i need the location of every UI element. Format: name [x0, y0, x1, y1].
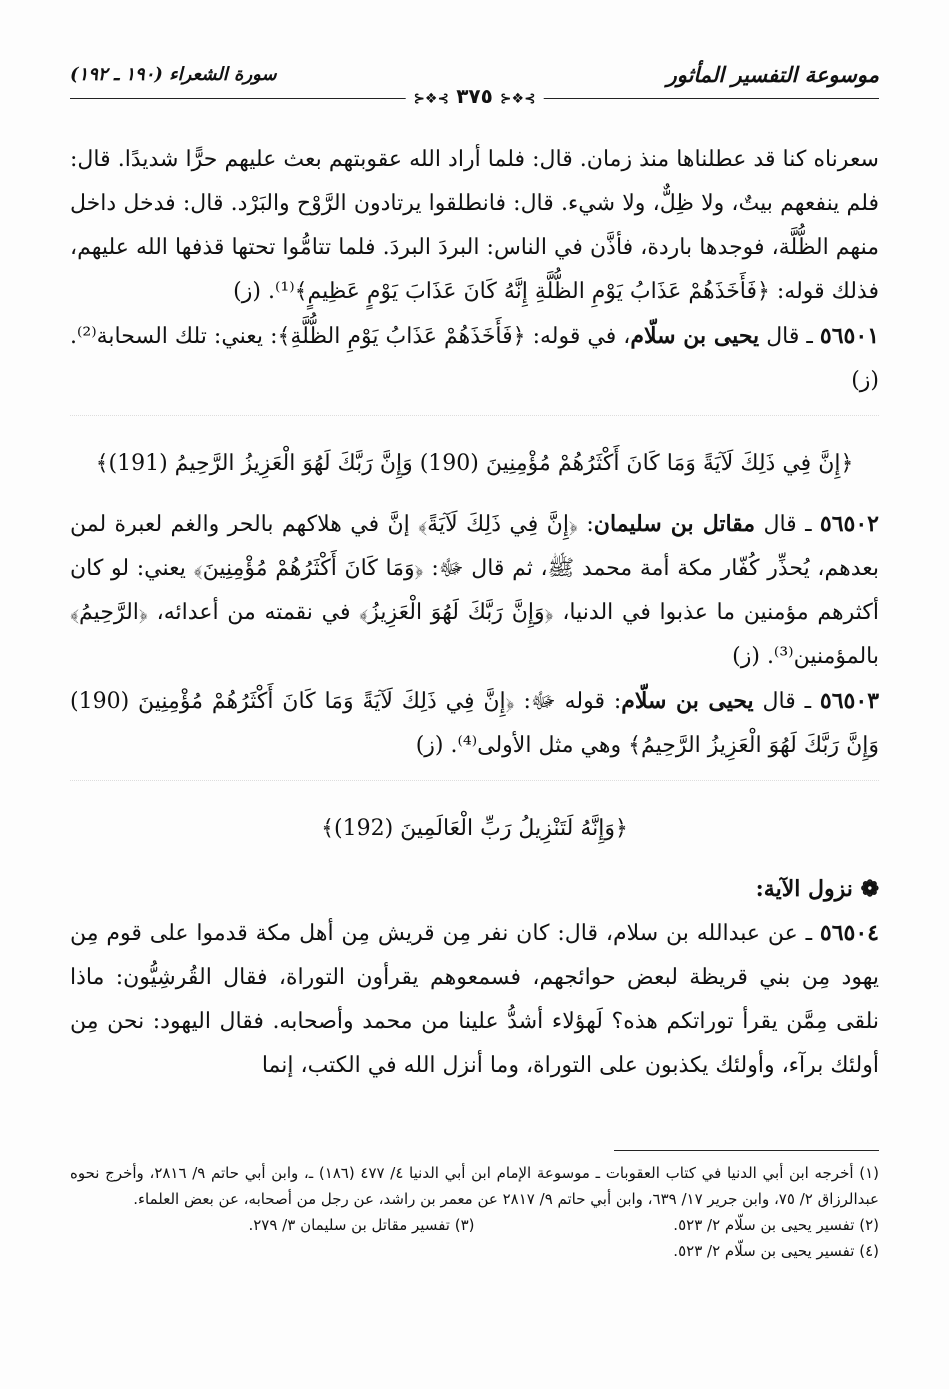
narrator-name: مقاتل بن سليمان — [593, 511, 756, 537]
surah-reference: سورة الشعراء (١٩٠ ـ ١٩٢) — [70, 64, 277, 85]
ayah-block: ﴿إِنَّ فِي ذَلِكَ لَآيَةً وَمَا كَانَ أَكْثَرُهُمْ مُؤْمِنِينَ (190) وَإِنَّ رَبَّكَ لَهُوَ الْعَزِيزُ الرَّحِيمُ (191)﴾ — [95, 451, 854, 476]
entry-number: ٥٦٥٠٣ — [819, 688, 880, 714]
colon: : — [613, 689, 622, 714]
page-number-block — [405, 84, 544, 108]
separator — [70, 415, 879, 426]
entry-56502 — [70, 502, 879, 679]
running-header — [70, 56, 879, 106]
entry-56504 — [70, 911, 879, 1088]
entry-body: ـ عن عبدالله بن سلام، قال: كان نفر مِن قريش مِن أهل مكة قدموا على قوم مِن يهود مِن بني قريظة لبعض حوائجهم، فسمعوهم يقرأون التوراة، فقال القُرشِيُّون: ماذا نلقى مِمَّن يقرأ توراتكم هذه؟ لَهؤلاء أشدُّ علينا من محمد وأصحابه. فقال اليهود: نحن مِن أولئك برآء، وأولئك يكذبون على التوراة، وما أنزل الله في الكتب، إنما — [70, 921, 879, 1078]
ornament-icon: ⊱❖⊰ — [499, 91, 536, 107]
section-heading: ❁ نزول الآية: — [755, 876, 879, 902]
book-title: موسوعة التفسير المأثور — [666, 62, 879, 87]
footnote-1: (١) أخرجه ابن أبي الدنيا في كتاب العقوبات ـ موسوعة الإمام ابن أبي الدنيا ٤/ ٤٧٧ (١٨٦) ـ، وابن أبي حاتم ٩/ ٢٨١٦، وأخرج نحوه عبدالرزاق ٢/ ٧٥، وابن جرير ١٧/ ٦٣٩، وابن أبي حاتم ٩/ ٢٨١٧ عن معمر بن راشد، عن رجل من أصحابه، عن بعض العلماء. — [70, 1164, 879, 1208]
entry-body: ﴿إِنَّ فِي ذَلِكَ لَآيَةً﴾ إنَّ في هلاكهم بالحر والغم لعبرة لمن بعدهم، يُحذِّر كُفّار مكة أمة محمد ﷺ، ثم قال ﷻ: ﴿وَمَا كَانَ أَكْثَرُهُمْ مُؤْمِنِينَ﴾ يعني: لو كان أكثرهم مؤمنين ما عذبوا في الدنيا، ﴿وَإِنَّ رَبَّكَ لَهُوَ الْعَزِيزُ﴾ في نقمته من أعدائه، ﴿الرَّحِيمُ﴾ بالمؤمنين⁽³⁾. (ز) — [70, 512, 880, 669]
ornament-icon: ⊱❖⊰ — [413, 91, 450, 107]
narrator-name: يحيى بن سلّام — [630, 323, 760, 349]
narrator-name: يحيى بن سلّام — [621, 688, 754, 714]
entry-body: ـ قال يحيى بن سلّام، في قوله: ﴿فَأَخَذَهُمْ عَذَابُ يَوْمِ الظُّلَّةِ﴾: يعني: تلك السحابة⁽²⁾. (ز) — [70, 323, 879, 393]
main-text — [70, 138, 879, 1088]
ayah-block: ﴿وَإِنَّهُ لَتَنْزِيلُ رَبِّ الْعَالَمِينَ (192)﴾ — [321, 816, 628, 841]
footnote-rule — [614, 1150, 879, 1151]
paragraph-continuation: سعرناه كنا قد عطلناها منذ زمان. قال: فلما أراد الله عقوبتهم بعث عليهم حرًّا شديدًا. قال: فلم ينفعهم بيتٌ، ولا ظِلٌّ، ولا شيء. قال: فانطلقوا يرتادون الرَّوْح والبَرْد. قال: فدخل داخل منهم الظُّلَّة، فوجدها باردة، فأذَّن في الناس: البردَ البردَ. فلما تتامُّوا تحتها قذفها الله عليهم، فذلك قوله: ﴿فَأَخَذَهُمْ عَذَابُ يَوْمِ الظُّلَّةِ إِنَّهُ كَانَ عَذَابَ يَوْمٍ عَظِيمٍ﴾⁽¹⁾. (ز) — [70, 147, 879, 304]
entry-56503 — [70, 679, 879, 768]
entry-56501 — [70, 314, 879, 403]
footnotes — [70, 1160, 879, 1264]
said-label: ـ قال — [763, 512, 812, 537]
footnote-3: (٣) تفسير مقاتل بن سليمان ٣/ ٢٧٩. — [248, 1216, 475, 1234]
page-number: ٣٧٥ — [456, 84, 493, 108]
page — [70, 0, 879, 1389]
separator — [70, 780, 879, 791]
footnote-2: (٢) تفسير يحيى بن سلّام ٢/ ٥٢٣. — [673, 1216, 879, 1234]
said-label: ـ قال — [762, 689, 812, 714]
entry-number: ٥٦٥٠٤ — [819, 920, 879, 946]
entry-body: قوله ﷻ: ﴿إِنَّ فِي ذَلِكَ لَآيَةً وَمَا كَانَ أَكْثَرُهُمْ مُؤْمِنِينَ (190) وَإِنَّ رَبَّكَ لَهُوَ الْعَزِيزُ الرَّحِيمُ﴾ وهي مثل الأولى⁽⁴⁾. (ز) — [70, 689, 879, 758]
footnote-4: (٤) تفسير يحيى بن سلّام ٢/ ٥٢٣. — [673, 1242, 879, 1260]
entry-number: ٥٦٥٠١ — [819, 323, 880, 349]
footnote-row — [70, 1212, 879, 1238]
colon: : — [586, 512, 594, 537]
entry-number: ٥٦٥٠٢ — [819, 511, 879, 537]
flower-icon: ❁ — [860, 876, 879, 902]
